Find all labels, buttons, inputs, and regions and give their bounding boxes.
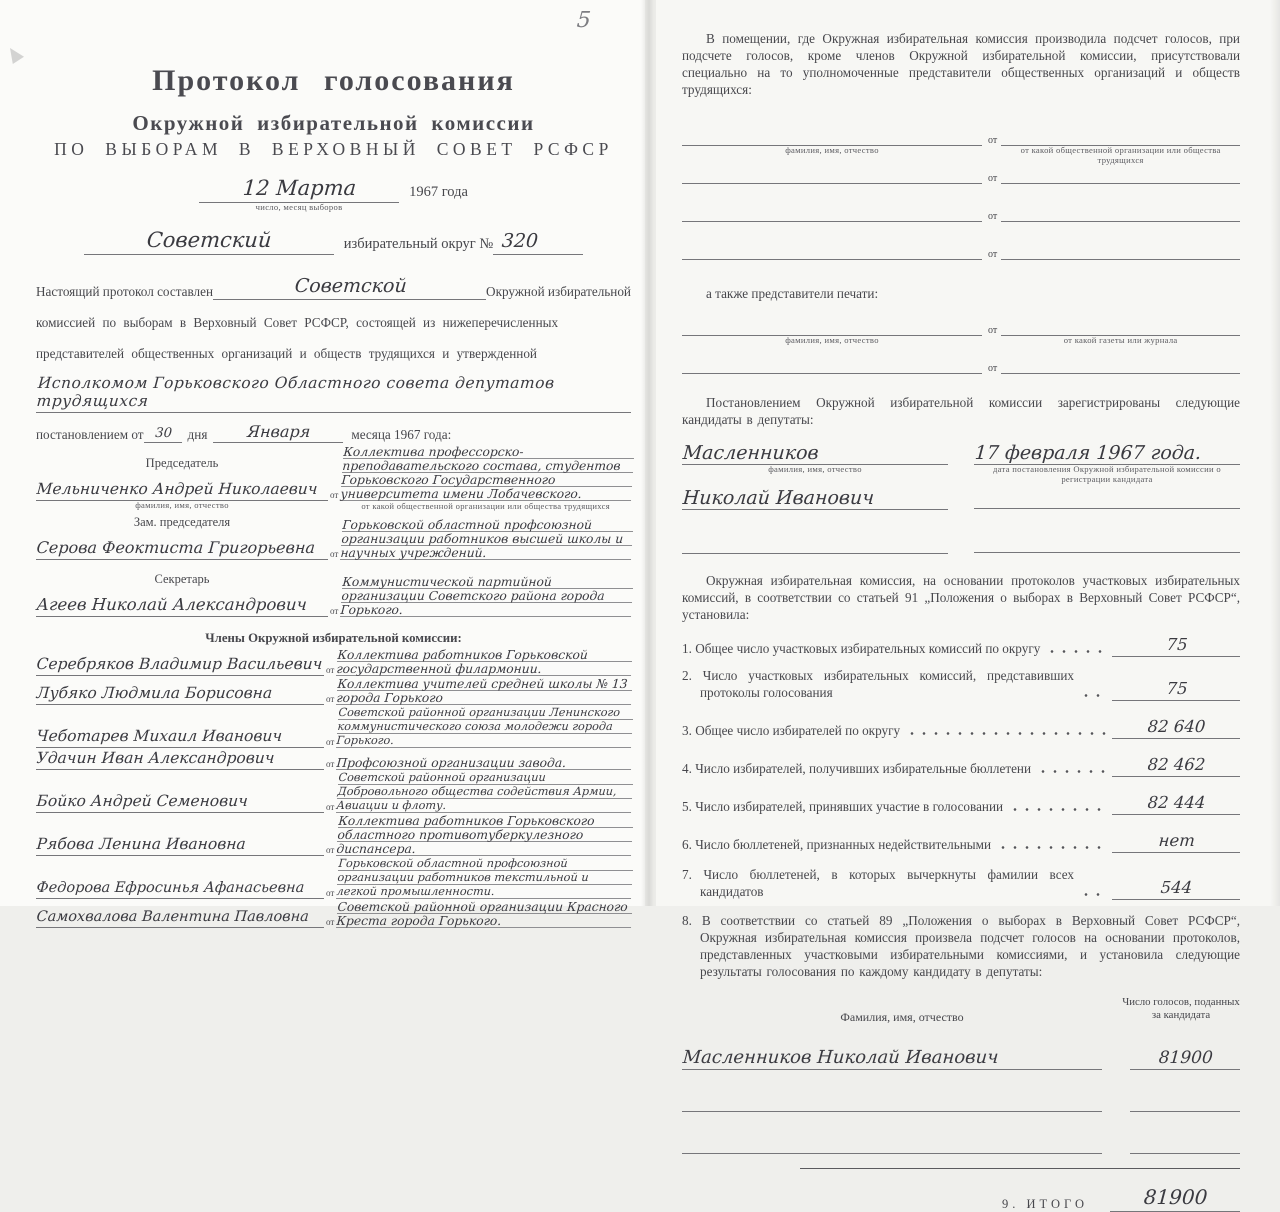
scan-artifact [10, 48, 24, 64]
candidate-date-handwritten: 17 февраля 1967 года. [974, 442, 1202, 464]
item-value-field [1112, 878, 1240, 900]
table-col1-header: Фамилия, имя, отчество [840, 1010, 964, 1024]
item-number: 1. [682, 640, 692, 656]
decree-suffix: месяца 1967 года: [351, 427, 452, 442]
year-text: 1967 года [409, 184, 468, 200]
votes-table-header [682, 996, 1240, 1025]
item-value-field [1112, 755, 1240, 777]
district-row [36, 228, 631, 255]
composed-handwritten: Советской [293, 275, 408, 297]
results-items [682, 635, 1240, 900]
from-label: от [330, 606, 339, 616]
candidate-row-name-handwritten: Масленников Николай Иванович [682, 1047, 1000, 1068]
observer-name-field [682, 208, 982, 222]
observer-org-field [1001, 170, 1240, 184]
item-value-handwritten: 544 [1160, 878, 1194, 897]
body-line-1: комиссией по выборам в Верховный Совет РСФСР, состоящей из нижеперечисленных [36, 315, 559, 330]
member-name-handwritten: Самохвалова Валентина Павловна [36, 909, 310, 925]
district-number-field [493, 230, 583, 255]
item-text [682, 641, 1040, 658]
member-org-handwritten: Коллектива учителей средней школы № 13 города Горького [336, 677, 633, 705]
observer-org-label: от какой общественной организации или общества трудящихся [1020, 145, 1221, 165]
election-date-handwritten: 12 Марта [242, 176, 358, 200]
candidate-date-field [974, 442, 1240, 484]
item-value-field [1112, 679, 1240, 701]
result-item [682, 755, 1240, 777]
right-page [656, 0, 1280, 1211]
item-value-handwritten: нет [1157, 831, 1196, 850]
item-value-handwritten: 82 640 [1147, 717, 1207, 736]
item-value-field [1112, 717, 1240, 739]
item-value-handwritten: 82 462 [1147, 755, 1207, 774]
member-row [36, 857, 631, 899]
result-item [682, 635, 1240, 657]
member-name-handwritten: Бойко Андрей Семенович [36, 792, 249, 810]
member-name-handwritten: Федорова Ефросинья Афанасьевна [36, 880, 305, 896]
total-label: 9. ИТОГО [1002, 1197, 1088, 1211]
empty-votes-field [1130, 1092, 1240, 1112]
member-org-block [336, 857, 631, 899]
item-value-field [1112, 831, 1240, 853]
press-line [682, 322, 1240, 345]
from-label: от [330, 549, 339, 559]
decree-day-handwritten: 30 [144, 426, 183, 443]
member-name-handwritten: Лубяко Людмила Борисовна [36, 684, 273, 702]
member-org-handwritten: Советской районной организации Красного Креста города Горького. [336, 900, 633, 928]
member-org-handwritten: Советской районной организации Добровольного общества содействия Армии, Авиации и флоту. [336, 771, 634, 813]
press-line [682, 360, 1240, 374]
from-label: от [326, 888, 335, 898]
member-org-block [336, 706, 631, 748]
deputy-name-column [36, 515, 328, 560]
from-label: от [326, 737, 335, 747]
empty-name-field [682, 1134, 1102, 1154]
secretary-org-block [340, 575, 631, 617]
dot-leader [1084, 892, 1108, 897]
candidate-firstname-field [682, 487, 948, 510]
chairman-name-label: фамилия, имя, отчество [135, 500, 229, 510]
item-label: Общее число избирателей по округу [695, 722, 901, 738]
press-org-label: от какой газеты или журнала [1063, 335, 1178, 345]
member-name-field [36, 879, 324, 899]
from-label: от [988, 325, 998, 336]
observer-org-field [1001, 208, 1240, 222]
item-text [682, 723, 900, 740]
from-label: от [326, 665, 335, 675]
from-label: от [330, 490, 339, 500]
member-org-block [336, 814, 631, 856]
chairman-name-column [36, 456, 328, 510]
member-row [36, 648, 631, 676]
item-number: 6. [682, 836, 692, 852]
member-name-field [36, 684, 324, 705]
member-org-handwritten: Коллектива работников Горьковской государственной филармонии. [336, 648, 633, 676]
item-number: 4. [682, 760, 692, 776]
member-org-handwritten: Профсоюзной организации завода. [336, 756, 632, 770]
table-row-empty [682, 1092, 1240, 1112]
member-name-field [36, 727, 324, 748]
item-label: Число избирателей, получивших избирательные бюллетени [695, 760, 1032, 776]
composed-row [36, 275, 631, 300]
members-heading: Члены Окружной избирательной комиссии: [205, 631, 462, 645]
district-name-field [84, 228, 334, 255]
empty-name-field [682, 1092, 1102, 1112]
press-org-field [1001, 360, 1240, 374]
candidate-date-empty-field [974, 487, 1240, 509]
candidates-paragraph: Постановлением Окружной избирательной комиссии зарегистрированы следующие кандидаты в депутаты: [682, 395, 1240, 427]
dot-leader [1050, 649, 1108, 654]
member-row [36, 677, 631, 705]
left-page [0, 0, 645, 928]
officer-row-secretary [36, 572, 631, 617]
item-number: 7. [682, 867, 692, 882]
dot-leader [910, 731, 1108, 736]
deputy-role-label: Зам. председателя [133, 515, 231, 529]
member-name-handwritten: Чеботарев Михаил Иванович [36, 727, 283, 745]
table-row [682, 1047, 1240, 1070]
election-date-row [36, 176, 631, 212]
deputy-org-block [340, 518, 631, 560]
member-name-field [36, 835, 324, 856]
item-8-text: В соответствии со статьей 89 „Положения о выборах в Верховный Совет РСФСР“, Окружная избирательная комиссия произвела подсчет голосов на основании протоколов, представленных участковыми избирательными комиссиями, и установила следующие результаты голосования по каждому кандидату в депутаты: [700, 913, 1241, 979]
item-value-field [1112, 635, 1240, 657]
result-item [682, 867, 1240, 900]
member-org-block [336, 756, 631, 770]
item-value-handwritten: 75 [1165, 679, 1188, 698]
candidate-empty-field [682, 532, 948, 554]
chairman-role-label: Председатель [145, 456, 219, 470]
candidate-date-label: дата постановления Окружной избирательной комиссии о регистрации кандидата [992, 464, 1221, 484]
table-sum-divider [800, 1168, 1240, 1169]
from-label: от [326, 917, 335, 927]
from-label: от [988, 173, 998, 184]
observers-paragraph: В помещении, где Окружная избирательная комиссия производила подсчет голосов, при подсчете голосов, кроме членов Окружной избирательной комиссии, присутствовали специально на то уполномоченные представители общественных организаций и обществ трудящихся: [682, 31, 1240, 97]
approved-by-field [36, 374, 631, 413]
candidate-date-column [974, 442, 1240, 554]
result-item [682, 668, 1240, 701]
district-name-handwritten: Советский [146, 228, 273, 252]
member-name-handwritten: Серебряков Владимир Васильевич [36, 655, 323, 673]
candidate-row-votes-handwritten: 81900 [1157, 1048, 1214, 1068]
observer-name-field [682, 246, 982, 260]
dot-leader [1001, 845, 1108, 850]
observer-name-label: фамилия, имя, отчество [785, 145, 879, 155]
press-name-label: фамилия, имя, отчество [785, 335, 879, 345]
item-value-field [1112, 793, 1240, 815]
member-org-block [336, 900, 631, 928]
item-value-handwritten: 82 444 [1147, 793, 1207, 812]
approved-by-handwritten: Исполкомом Горьковского Областного совета депутатов трудящихся [36, 374, 556, 410]
document-title: Протокол голосования [152, 64, 515, 97]
member-name-handwritten: Рябова Ленина Ивановна [36, 835, 247, 853]
press-name-field [682, 360, 982, 374]
member-org-block [336, 648, 631, 676]
item-label: Общее число участковых избирательных комиссий по округу [695, 640, 1041, 656]
member-org-handwritten: Советской районной организации Ленинского коммунистического союза молодежи города Горького. [336, 706, 634, 748]
empty-votes-field [1130, 1134, 1240, 1154]
total-value-handwritten: 81900 [1143, 1185, 1209, 1209]
press-heading: а также представители печати: [706, 286, 879, 301]
from-label: от [326, 802, 335, 812]
member-name-field [36, 792, 324, 813]
from-label: от [326, 694, 335, 704]
item-text [682, 668, 1074, 701]
election-date-field [199, 176, 399, 212]
decree-prefix: постановлением от [36, 427, 144, 442]
candidate-surname-field [682, 442, 948, 474]
item-text [682, 837, 991, 854]
officer-row-deputy [36, 515, 631, 560]
item-label: Число избирателей, принявших участие в голосовании [695, 798, 1004, 814]
total-value-field [1110, 1185, 1240, 1212]
results-paragraph: Окружная избирательная комиссия, на основании протоколов участковых избирательных комиссий, в соответствии со статьей 91 „Положения о выборах в Верховный Совет РСФСР“, установила: [682, 573, 1240, 622]
deputy-org-handwritten: Горьковской областной профсоюзной организации работников высшей школы и научных учреждений. [340, 518, 634, 560]
secretary-role-label: Секретарь [154, 572, 210, 586]
item-label: Число бюллетеней, признанных недействительными [695, 836, 992, 852]
composed-field [213, 275, 486, 300]
document-subtitle-2: ПО ВЫБОРАМ В ВЕРХОВНЫЙ СОВЕТ РСФСР [54, 139, 613, 159]
dot-leader [1013, 807, 1108, 812]
member-row [36, 706, 631, 748]
dot-leader [1084, 693, 1108, 698]
member-org-handwritten: Коллектива работников Горьковского областного противотуберкулезного диспансера. [336, 814, 634, 856]
decree-date-row [36, 422, 631, 443]
item-number: 8. [682, 913, 692, 928]
item-number: 2. [682, 668, 692, 683]
member-org-block [336, 771, 631, 813]
candidate-block [682, 442, 1240, 554]
decree-day-word: дня [187, 427, 208, 442]
table-row-empty [682, 1134, 1240, 1154]
secretary-name-handwritten: Агеев Николай Александрович [36, 595, 308, 614]
chairman-org-handwritten: Коллектива профессорско-преподавательского состава, студентов Горьковского Государственного университета имени Лобачевского. [340, 445, 635, 501]
press-org-field [1001, 322, 1240, 345]
candidate-name-column [682, 442, 948, 554]
chairman-org-block [340, 445, 631, 511]
observer-line [682, 132, 1240, 165]
candidate-row-name-field [682, 1047, 1102, 1070]
observer-org-field [1001, 132, 1240, 165]
observer-line [682, 246, 1240, 260]
page-edge-shadow [1270, 0, 1280, 906]
item-label: Число участковых избирательных комиссий, представивших протоколы голосования [700, 668, 1074, 700]
member-org-block [336, 677, 631, 705]
from-label: от [988, 211, 998, 222]
from-label: от [988, 249, 998, 260]
document-subtitle: Окружной избирательной комиссии [132, 111, 535, 135]
deputy-name-handwritten: Серова Феоктиста Григорьевна [36, 538, 316, 557]
item-text [682, 799, 1003, 816]
secretary-org-handwritten: Коммунистической партийной организации Советского района города Горького. [340, 575, 634, 617]
district-number-handwritten: 320 [501, 230, 540, 252]
from-label: от [326, 759, 335, 769]
total-row [682, 1185, 1240, 1212]
result-item [682, 831, 1240, 853]
district-text: избирательный округ № [343, 236, 494, 252]
item-text [682, 761, 1031, 778]
page-number-handwritten: 5 [576, 8, 592, 33]
from-label: от [988, 363, 998, 374]
composed-prefix: Настоящий протокол составлен [36, 284, 214, 299]
candidate-firstname-handwritten: Николай Иванович [682, 487, 875, 509]
item-value-handwritten: 75 [1165, 635, 1188, 654]
chairman-name-handwritten: Мельниченко Андрей Николаевич [36, 480, 319, 498]
observer-line [682, 208, 1240, 222]
observer-name-field [682, 132, 982, 155]
candidate-date-empty-field [974, 531, 1240, 553]
candidate-row-votes-field [1130, 1048, 1240, 1070]
candidate-surname-handwritten: Масленников [682, 442, 820, 464]
observer-line [682, 170, 1240, 184]
member-name-field [36, 655, 324, 676]
result-item [682, 793, 1240, 815]
item-text [682, 867, 1074, 900]
from-label: от [326, 845, 335, 855]
member-name-field [36, 749, 324, 770]
officer-row-chairman [36, 445, 631, 511]
member-row [36, 749, 631, 770]
press-name-field [682, 322, 982, 345]
dot-leader [1041, 769, 1108, 774]
item-number: 5. [682, 798, 692, 814]
decree-month-handwritten: Января [213, 422, 344, 443]
member-row [36, 814, 631, 856]
composed-suffix: Окружной избирательной [486, 284, 631, 299]
item-8-paragraph [682, 912, 1240, 980]
candidate-name-label: фамилия, имя, отчество [768, 464, 862, 474]
deputy-name-field [36, 538, 328, 560]
date-field-label: число, месяц выборов [255, 202, 343, 212]
item-label: Число бюллетеней, в которых вычеркнуты фамилии всех кандидатов [700, 867, 1074, 899]
item-number: 3. [682, 722, 692, 738]
secretary-name-field [36, 595, 328, 617]
result-item [682, 717, 1240, 739]
body-line-2: представителей общественных организаций и обществ трудящихся и утвержденной [36, 346, 537, 361]
observer-org-field [1001, 246, 1240, 260]
table-col2-header: Число голосов, поданных за кандидата [1122, 996, 1240, 1021]
member-row [36, 771, 631, 813]
member-row [36, 900, 631, 928]
member-org-handwritten: Горьковской областной профсоюзной организации работников текстильной и легкой промышленности. [336, 857, 634, 899]
member-name-field [36, 908, 324, 928]
from-label: от [988, 135, 998, 146]
chairman-org-label: от какой общественной организации или общества трудящихся [361, 501, 610, 511]
chairman-name-field [36, 479, 328, 510]
observer-name-field [682, 170, 982, 184]
member-name-handwritten: Удачин Иван Александрович [36, 749, 276, 767]
secretary-name-column [36, 572, 328, 617]
